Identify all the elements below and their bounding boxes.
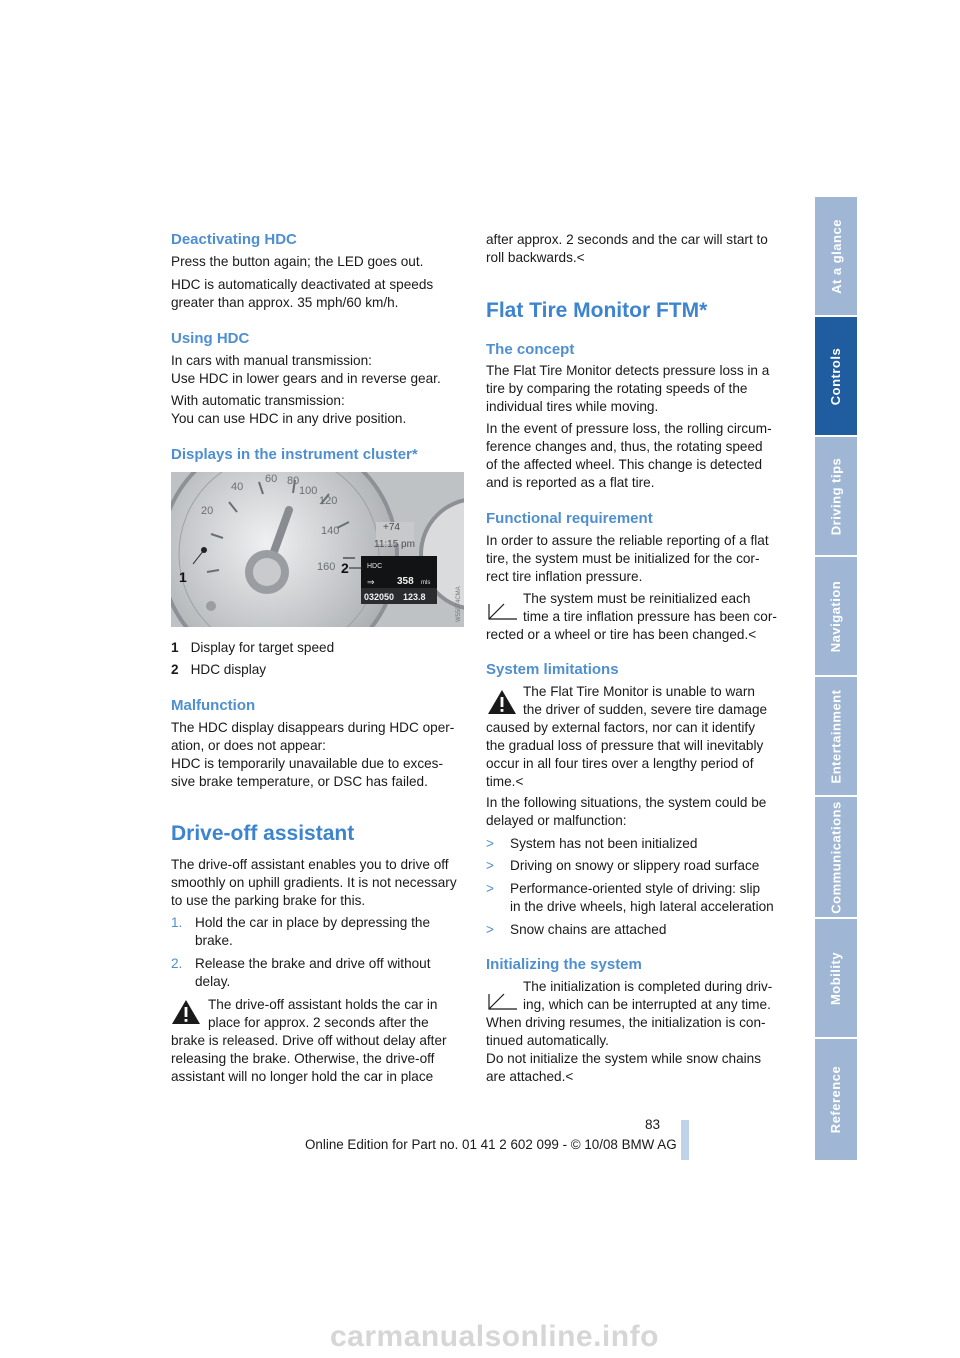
sidebar-tab-label: Navigation — [828, 580, 844, 652]
text-line: releasing the brake. Otherwise, the drive-off — [171, 1051, 435, 1066]
paragraph — [171, 276, 467, 312]
instrument-cluster-figure — [171, 472, 464, 627]
text-line: and is reported as a flat tire. — [486, 475, 655, 490]
heading-functional-requirement: Functional requirement — [486, 510, 653, 527]
step-number: 1. — [171, 915, 183, 930]
range-readout: 358 — [397, 576, 414, 587]
paragraph — [486, 532, 782, 586]
callout-2: 2 — [341, 560, 349, 576]
text-line: In the event of pressure loss, the rolling circum- — [486, 421, 772, 436]
text-line: ing, which can be interrupted at any time. — [523, 997, 771, 1012]
text-line: rected or a wheel or tire has been changed.< — [486, 627, 757, 642]
cluster-illustration — [171, 472, 464, 627]
text-line: individual tires while moving. — [486, 399, 659, 414]
legend-text: HDC display — [190, 662, 267, 677]
text-line: You can use HDC in any drive position. — [171, 411, 407, 426]
text-line: assistant will no longer hold the car in place — [171, 1069, 434, 1084]
text-line: The system must be reinitialized each — [523, 591, 751, 606]
paragraph — [171, 253, 467, 271]
warning-note — [486, 683, 782, 791]
sidebar-tab-entertainment[interactable] — [815, 677, 857, 795]
bullet-marker: > — [486, 858, 494, 873]
figure-code: W55074CMA — [456, 586, 462, 622]
heading-system-limitations: System limitations — [486, 661, 619, 678]
info-note — [486, 590, 782, 644]
legend-text: Display for target speed — [190, 640, 335, 655]
heading-initializing: Initializing the system — [486, 956, 642, 973]
text-line: in the drive wheels, high lateral acceleration — [510, 899, 774, 914]
text-line: The HDC display disappears during HDC oper- — [171, 720, 455, 735]
sidebar-tab-label: Mobility — [828, 951, 844, 1005]
text-line: the gradual loss of pressure that will inevitably — [486, 738, 764, 753]
list-item — [486, 835, 782, 853]
paragraph — [171, 392, 467, 428]
text-line: to use the parking brake for this. — [171, 893, 366, 908]
text-line: With automatic transmission: — [171, 393, 345, 408]
heading-malfunction: Malfunction — [171, 697, 256, 714]
sidebar-tab-navigation[interactable] — [815, 557, 857, 675]
info-note — [486, 978, 782, 1086]
text-line: smoothly on uphill gradients. It is not necessary — [171, 875, 457, 890]
sidebar-tab-label: At a glance — [828, 218, 844, 294]
paragraph — [171, 719, 467, 791]
callout-1: 1 — [179, 569, 187, 585]
heading-concept: The concept — [486, 341, 575, 358]
text-line: roll backwards.< — [486, 250, 585, 265]
text-line: brake is released. Drive off without delay after — [171, 1033, 447, 1048]
text-line: delay. — [195, 974, 231, 989]
sidebar-tab-driving-tips[interactable] — [815, 437, 857, 555]
footer-text: Online Edition for Part no. 01 41 2 602 099 - © 10/08 BMW AG — [305, 1137, 677, 1152]
svg-text:⇒: ⇒ — [367, 577, 375, 587]
temp-readout: +74 — [383, 522, 400, 533]
heading-flat-tire-monitor: Flat Tire Monitor FTM* — [486, 299, 708, 322]
speed-mark: 80 — [287, 475, 300, 487]
time-readout: 11:15 pm — [374, 539, 415, 550]
heading-displays: Displays in the instrument cluster* — [171, 446, 418, 463]
page-number: 83 — [645, 1117, 661, 1132]
legend-item — [171, 639, 467, 657]
text-line: The Flat Tire Monitor is unable to warn — [523, 684, 755, 699]
sidebar-tab-label: Driving tips — [828, 457, 844, 535]
text-line: the driver of sudden, severe tire damage — [523, 702, 768, 717]
paragraph — [486, 794, 782, 830]
paragraph — [486, 231, 782, 267]
text-line: brake. — [195, 933, 233, 948]
text-line: Release the brake and drive off without — [195, 956, 431, 971]
speed-mark: 100 — [299, 485, 318, 497]
sidebar-tab-at-a-glance[interactable] — [815, 197, 857, 315]
text-line: The drive-off assistant holds the car in — [208, 997, 438, 1012]
sidebar-tab-mobility[interactable] — [815, 919, 857, 1037]
sidebar-tab-label: Entertainment — [828, 689, 844, 783]
text-line: HDC is temporarily unavailable due to exces- — [171, 756, 443, 771]
list-item — [486, 857, 782, 875]
sidebar-tab-label: Communications — [828, 800, 844, 914]
text-line: Performance-oriented style of driving: slip — [510, 881, 761, 896]
text-line: HDC is automatically deactivated at speeds — [171, 277, 434, 292]
text-line: ation, or does not appear: — [171, 738, 326, 753]
odometer-readout: 032050 — [364, 592, 395, 602]
sidebar-tab-communications[interactable] — [815, 797, 857, 917]
paragraph — [486, 420, 782, 492]
speed-mark: 120 — [319, 495, 338, 507]
speed-mark: 160 — [317, 561, 336, 573]
heading-deactivating-hdc: Deactivating HDC — [171, 231, 297, 248]
watermark: carmanualsonline.info — [330, 1320, 659, 1353]
text-line: delayed or malfunction: — [486, 813, 627, 828]
text-line: Driving on snowy or slippery road surface — [510, 858, 760, 873]
step-number: 2. — [171, 956, 183, 971]
text-line: Use HDC in lower gears and in reverse gear. — [171, 371, 441, 386]
page-marker — [681, 1120, 689, 1160]
list-item — [486, 921, 782, 939]
hdc-label: HDC — [367, 563, 383, 570]
text-line: of the affected wheel. This change is detected — [486, 457, 763, 472]
text-line: The Flat Tire Monitor detects pressure loss in a — [486, 363, 770, 378]
bullet-marker: > — [486, 836, 494, 851]
paragraph — [171, 352, 467, 388]
sidebar-tab-reference[interactable] — [815, 1039, 857, 1160]
range-unit: mls — [421, 580, 431, 586]
text-line: The drive-off assistant enables you to drive off — [171, 857, 449, 872]
sidebar-tab-controls[interactable] — [815, 317, 857, 435]
warning-note — [171, 996, 467, 1086]
paragraph — [171, 856, 467, 910]
text-line: place for approx. 2 seconds after the — [208, 1015, 429, 1030]
speed-mark: 40 — [231, 481, 244, 493]
legend-num: 2 — [171, 662, 179, 677]
text-line: Press the button again; the LED goes out. — [171, 254, 424, 269]
trip-readout: 123.8 — [403, 592, 426, 602]
heading-drive-off-assistant: Drive-off assistant — [171, 822, 355, 845]
text-line: In the following situations, the system could be — [486, 795, 767, 810]
heading-using-hdc: Using HDC — [171, 330, 250, 347]
text-line: tire by comparing the rotating speeds of the — [486, 381, 748, 396]
text-line: tinued automatically. — [486, 1033, 609, 1048]
text-line: occur in all four tires over a lengthy period of — [486, 756, 754, 771]
bullet-marker: > — [486, 881, 494, 896]
text-line: Hold the car in place by depressing the — [195, 915, 431, 930]
text-line: In cars with manual transmission: — [171, 353, 372, 368]
step-item — [171, 914, 467, 950]
step-item — [171, 955, 467, 991]
legend-num: 1 — [171, 640, 179, 655]
text-line: When driving resumes, the initialization is con- — [486, 1015, 766, 1030]
text-line: sive brake temperature, or DSC has failed. — [171, 774, 428, 789]
text-line: System has not been initialized — [510, 836, 698, 851]
bullet-marker: > — [486, 922, 494, 937]
text-line: tire, the system must be initialized for the cor- — [486, 551, 760, 566]
sidebar-tab-label: Controls — [828, 347, 844, 405]
text-line: Snow chains are attached — [510, 922, 667, 937]
legend-item — [171, 661, 467, 679]
text-line: time.< — [486, 774, 524, 789]
speed-mark: 60 — [265, 473, 278, 485]
text-line: after approx. 2 seconds and the car will start to — [486, 232, 768, 247]
text-line: caused by external factors, nor can it identify — [486, 720, 755, 735]
text-line: ference changes and, thus, the rotating speed — [486, 439, 763, 454]
text-line: greater than approx. 35 mph/60 km/h. — [171, 295, 399, 310]
text-line: The initialization is completed during driv- — [523, 979, 773, 994]
speed-mark: 140 — [321, 525, 340, 537]
chapter-sidebar — [815, 197, 857, 1160]
list-item — [486, 880, 782, 916]
speed-mark: 20 — [201, 505, 214, 517]
text-line: time a tire inflation pressure has been cor- — [523, 609, 777, 624]
text-line: In order to assure the reliable reporting of a flat — [486, 533, 769, 548]
text-line: Do not initialize the system while snow chains — [486, 1051, 762, 1066]
sidebar-tab-label: Reference — [828, 1065, 844, 1134]
text-line: are attached.< — [486, 1069, 574, 1084]
paragraph — [486, 362, 782, 416]
text-line: rect tire inflation pressure. — [486, 569, 643, 584]
